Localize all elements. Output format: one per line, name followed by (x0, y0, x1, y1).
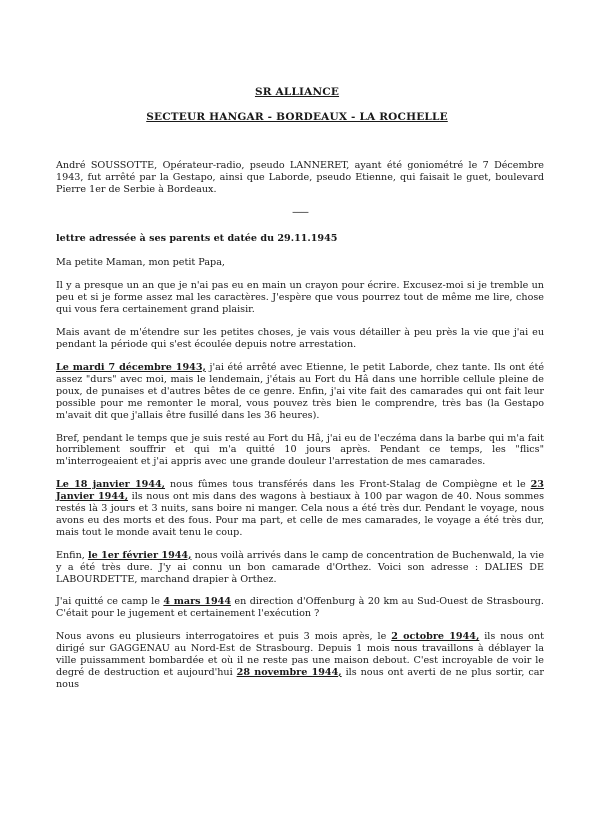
paragraph-7 (56, 596, 544, 620)
document-title: SR ALLIANCE (254, 86, 340, 98)
paragraph-8-text-2: ils nous ont dirigé sur GAGGENAU au Nord-Est de Strasbourg. Depuis 1 mois nous travaillons à déblayer la ville puissamment bombardée et où il ne reste pas une maison debout. C'est incroyable de voir le degré de destruction et aujourd'hui (56, 631, 544, 678)
date-28-novembre-1944: 28 novembre 1944, (236, 667, 342, 678)
paragraph-3-text: j'ai été arrêté avec Etienne, le petit Laborde, chez tante. Ils ont été assez "durs" avec moi, mais le lendemain, j'étais au Fort du Hâ dans une horrible cellule pleine de poux, de punaises et d'autres bêtes de ce genre. Enfin, j'ai vite fait des camarades qui ont fait leur possible pour me remonter le moral, vous pouvez très bien le comprendre, très bas (la Gestapo m'avait dit que j'allais être fusillé dans les 36 heures). (56, 361, 544, 421)
date-2-octobre-1944: 2 octobre 1944, (391, 631, 480, 643)
paragraph-3 (56, 362, 544, 422)
date-1er-fevrier-1944: le 1er février 1944, (87, 549, 192, 561)
paragraph-6-text-2: nous voilà arrivés dans le camp de concentration de Buchenwald, la vie y a été très dure. J'y ai connu un bon camarade d'Orthez. Voici son adresse : DALIES DE LABOURDETTE, marchand drapier à Orthez. (56, 549, 545, 585)
date-7-decembre-1943: Le mardi 7 décembre 1943, (56, 361, 206, 373)
paragraph-8-text-1: Nous avons eu plusieurs interrogatoires et puis 3 mois après, le (56, 631, 392, 643)
paragraph-5 (56, 479, 544, 539)
paragraph-8 (56, 631, 544, 691)
paragraph-1: Il y a presque un an que je n'ai pas eu en main un crayon pour écrire. Excusez-moi si je tremble un peu et si je forme assez mal les caractères. J'espère que vous pourrez tout de même me lire, chose qui vous fera certainement grand plaisir. (56, 280, 544, 316)
date-23-janvier-1944: 23 Janvier 1944, (56, 479, 544, 503)
date-4-mars-1944: 4 mars 1944 (163, 596, 231, 608)
separator: ------- (292, 206, 308, 218)
paragraph-6-text-1: Enfin, (56, 549, 88, 561)
paragraph-5-text-1: nous fûmes tous transférés dans les Front-Stalag de Compiègne et le (165, 479, 531, 491)
intro-paragraph: André SOUSSOTTE, Opérateur-radio, pseudo LANNERET, ayant été goniométré le 7 Décembre 1943, fut arrêté par la Gestapo, ainsi que Laborde, pseudo Etienne, qui faisait le guet, boulevard Pierre 1er de Serbie à Bordeaux. (56, 160, 544, 195)
letter-heading: lettre adressée à ses parents et datée du 29.11.1945 (56, 232, 338, 244)
paragraph-7-text-2: en direction d'Offenburg à 20 km au Sud-Ouest de Strasbourg. C'était pour le jugement et certainement l'exécution ? (56, 596, 544, 620)
paragraph-7-text-1: J'ai quitté ce camp le (56, 596, 164, 608)
paragraph-6 (56, 550, 544, 586)
paragraph-4: Bref, pendant le temps que je suis resté au Fort du Hâ, j'ai eu de l'eczéma dans la barbe qui m'a fait horriblement souffrir et qui m'a quitté 10 jours après. Pendant ce temps, les "flics" m'interrogeaient et j'ai appris avec une grande douleur l'arrestation de mes camarades. (56, 432, 544, 468)
salutation: Ma petite Maman, mon petit Papa, (56, 256, 225, 268)
document-subtitle: SECTEUR HANGAR - BORDEAUX - LA ROCHELLE (146, 111, 448, 123)
date-18-janvier-1944: Le 18 janvier 1944, (56, 479, 166, 491)
paragraph-5-text-2: ils nous ont mis dans des wagons à bestiaux à 100 par wagon de 40. Nous sommes restés là 3 jours et 3 nuits, sans boire ni manger. Cela nous a été très dur. Pendant le voyage, nous avons eu des morts et des fous. Pour ma part, et celle de mes camarades, le voyage a été très dur, mais tout le monde avait tenu le coup. (56, 491, 544, 538)
document-body (56, 160, 544, 702)
paragraph-8-text-3: ils nous ont averti de ne plus sortir, car nous (56, 667, 545, 690)
paragraph-2: Mais avant de m'étendre sur les petites choses, je vais vous détailler à peu près la vie que j'ai eu pendant la période qui s'est écoulée depuis notre arrestation. (56, 327, 544, 351)
